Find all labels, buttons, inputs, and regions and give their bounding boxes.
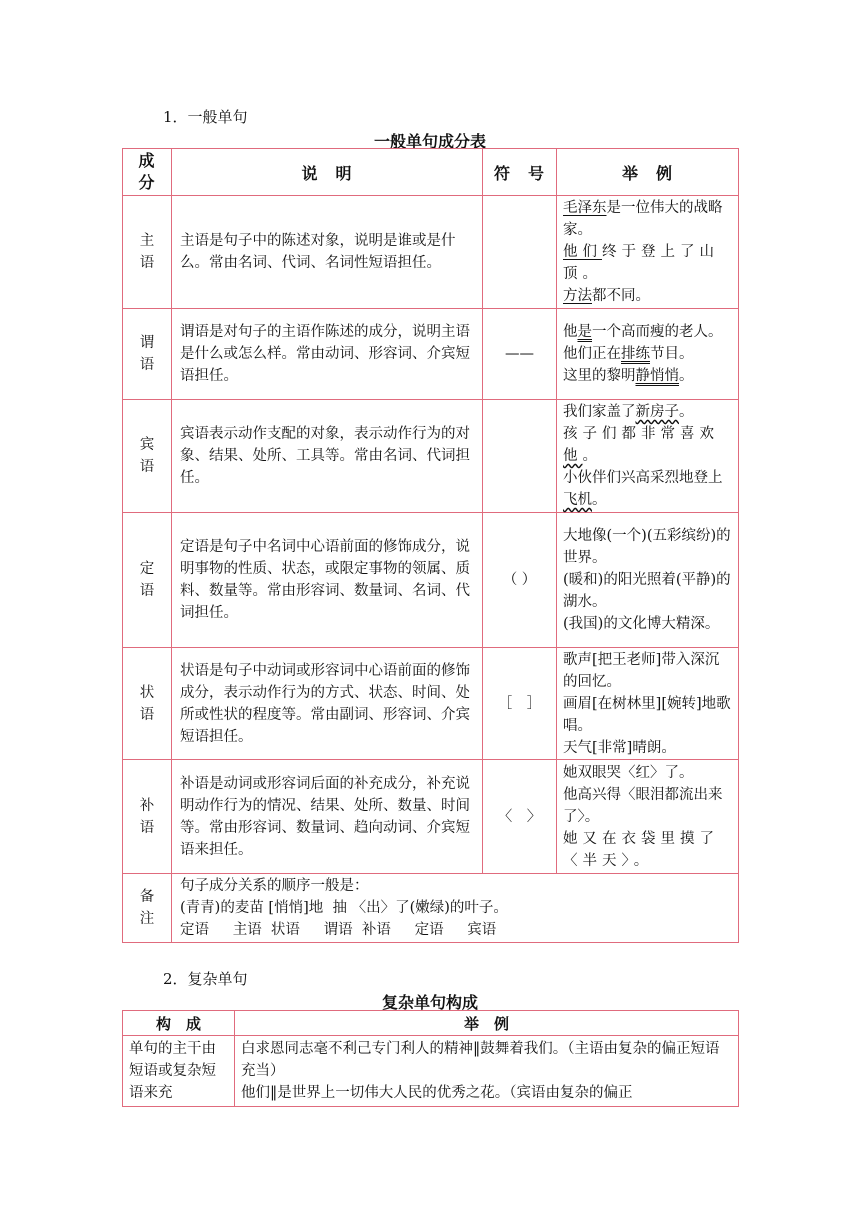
example-line: 她双眼哭〈红〉了。 [563,764,694,781]
example-line: 天气[非常]晴朗。 [563,739,676,756]
table-row [123,648,739,760]
example-line: (暖和)的阳光照着(平静)的湖水。 [563,572,731,610]
table-row [123,513,739,648]
header-sym: 符 号 [483,149,557,196]
example-line: 小伙伴们兴高采烈地登上飞机。 [563,470,723,508]
row-desc: 状语是句子中动词或形容词中心语前面的修饰成分，表示动作行为的方式、状态、时间、处所或性状的程度等。常由副词、形容词、介宾短语担任。 [172,648,483,760]
row-comp: 主语 [123,196,172,309]
example-line: 歌声[把王老师]带入深沉的回忆。 [563,651,720,690]
section1-heading: 1．一般单句 [163,108,248,126]
row-desc: 主语是句子中的陈述对象，说明是谁或是什么。常由名词、代词、名词性短语担任。 [172,196,483,309]
header-comp: 构 成 [123,1011,235,1036]
table-row [123,1036,739,1107]
example-line: 他们‖是世界上一切伟大人民的优秀之花。（宾语由复杂的偏正 [241,1085,633,1101]
row-comp: 状语 [123,648,172,760]
example-line: 毛泽东是一位伟大的战略家。 [563,200,723,238]
note-label: 备注 [123,874,172,943]
row-examples [557,648,739,760]
complex-sentence-table [122,1010,739,1107]
table1-header-row [123,149,739,196]
example-line: 她又在衣袋里摸了〈半天〉。 [563,830,719,869]
row-examples [557,309,739,400]
note-content [172,874,739,943]
table-row [123,196,739,309]
header-desc: 说 明 [172,149,483,196]
row-examples [557,513,739,648]
header-comp: 成分 [123,149,172,196]
row-comp: 单句的主干由短语或复杂短语来充 [123,1036,235,1107]
row-examples [557,400,739,513]
section2-heading: 2．复杂单句 [163,970,248,988]
example-line: 他们终于登上了山顶。 [563,244,719,282]
note-line: 定语 主语 状语 谓语 补语 定语 宾语 [180,922,497,938]
table2-header-row [123,1011,739,1036]
sentence-components-table [122,148,739,943]
row-sym: —— [483,309,557,400]
example-line: (我国)的文化博大精深。 [563,616,720,632]
row-comp: 宾语 [123,400,172,513]
table2-title: 复杂单句构成 [381,993,478,1012]
header-ex: 举 例 [235,1011,739,1036]
row-desc: 定语是句子中名词中心语前面的修饰成分，说明事物的性质、状态，或限定事物的领属、质料、数量等。常由形容词、数量词、名词、代词担任。 [172,513,483,648]
row-sym: （ ） [483,513,557,648]
row-desc: 补语是动词或形容词后面的补充成分，补充说明动作行为的情况、结果、处所、数量、时间等。常由形容词、数量词、趋向动词、介宾短语来担任。 [172,760,483,874]
row-desc: 谓语是对句子的主语作陈述的成分，说明主语是什么或怎么样。常由动词、形容词、介宾短语担任。 [172,309,483,400]
note-line: 句子成分关系的顺序一般是： [180,878,369,894]
example-line: 他们正在排练节目。 [563,346,694,362]
header-ex: 举 例 [557,149,739,196]
table-row [123,760,739,874]
table-row [123,400,739,513]
example-line: 大地像(一个)(五彩缤纷)的世界。 [563,528,731,566]
row-sym: ［ ］ [483,648,557,760]
row-comp: 补语 [123,760,172,874]
table-row [123,309,739,400]
table1-title: 一般单句成分表 [373,132,486,151]
example-line: 他高兴得〈眼泪都流出来了〉。 [563,786,723,825]
row-desc: 宾语表示动作支配的对象，表示动作行为的对象、结果、处所、工具等。常由名词、代词担任。 [172,400,483,513]
row-sym [483,400,557,513]
note-line: (青青)的麦苗 [悄悄]地 抽 〈出〉了(嫩绿)的叶子。 [180,900,508,916]
row-examples [557,760,739,874]
example-line: 他是一个高而瘦的老人。 [563,324,723,340]
row-comp: 谓语 [123,309,172,400]
example-line: 我们家盖了新房子。 [563,404,694,420]
row-sym: 〈 〉 [483,760,557,874]
example-line: 画眉[在树林里][婉转]地歌唱。 [563,695,731,734]
row-comp: 定语 [123,513,172,648]
example-line: 方法都不同。 [563,288,650,304]
example-line: 这里的黎明静悄悄。 [563,368,694,384]
note-row [123,874,739,943]
row-sym [483,196,557,309]
example-line: 孩子们都非常喜欢他。 [563,426,719,464]
row-examples [235,1036,739,1107]
example-line: 白求恩同志毫不利己专门利人的精神‖鼓舞着我们。（主语由复杂的偏正短语充当） [241,1041,720,1079]
row-examples [557,196,739,309]
